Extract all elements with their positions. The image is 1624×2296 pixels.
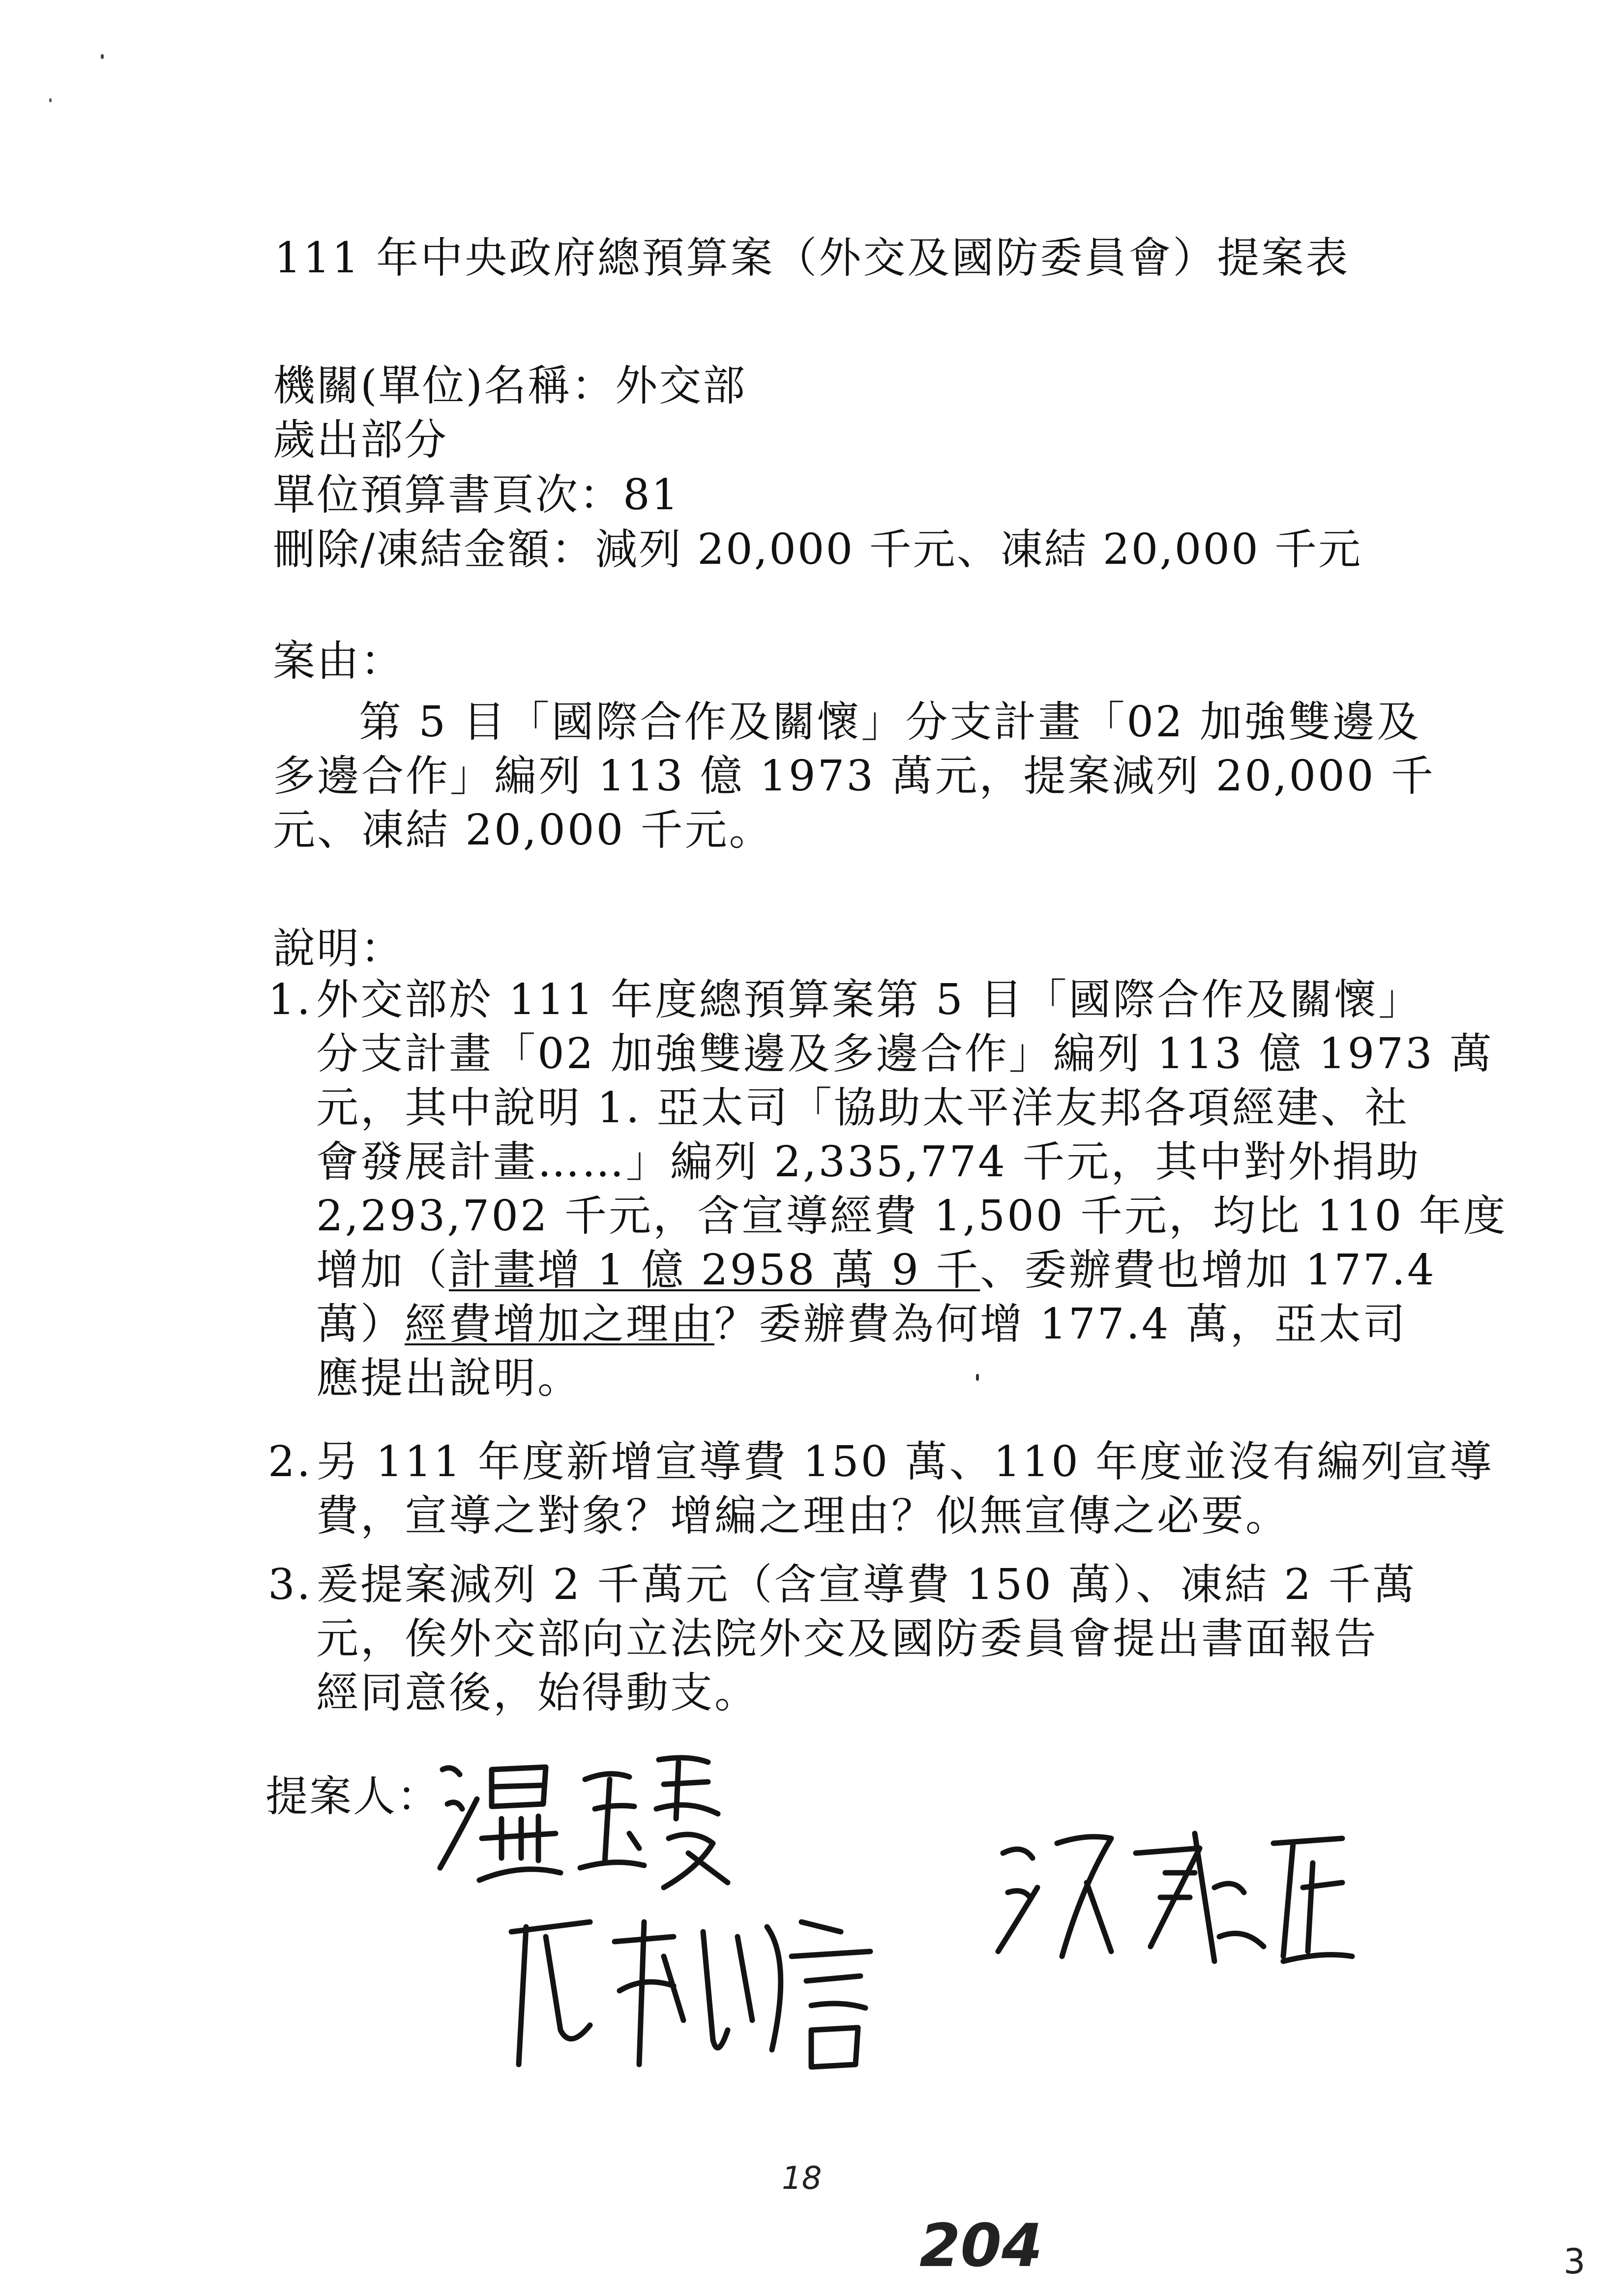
item-line: 增加（計畫增 1 億 2958 萬 9 千、委辦費也增加 177.4	[316, 1246, 1436, 1295]
item-line: 會發展計畫……」編列 2,335,774 千元，其中對外捐助	[316, 1137, 1421, 1187]
item-line: 元，其中說明 1. 亞太司「協助太平洋友邦各項經建、社	[316, 1083, 1409, 1133]
proposer-label: 提案人：	[266, 1772, 441, 1821]
scan-speck	[101, 54, 104, 59]
underlined-text: 經費增加之理由	[405, 1300, 714, 1349]
reason-line: 第 5 目「國際合作及關懷」分支計畫「02 加強雙邊及	[359, 698, 1421, 747]
signature-3	[988, 1814, 1362, 1971]
item-line: 經同意後，始得動支。	[316, 1668, 759, 1717]
budget-page-ref: 單位預算書頁次：81	[273, 470, 680, 520]
scan-speck	[976, 1374, 979, 1381]
item-line: 元，俟外交部向立法院外交及國防委員會提出書面報告	[316, 1614, 1378, 1663]
item-line: 萬）經費增加之理由？委辦費為何增 177.4 萬，亞太司	[316, 1300, 1407, 1349]
budget-section: 歲出部分	[273, 415, 448, 465]
corner-page-number: 3	[1564, 2241, 1586, 2282]
item-number: 2.	[268, 1437, 313, 1486]
cut-freeze-amount: 刪除/凍結金額：減列 20,000 千元、凍結 20,000 千元	[273, 525, 1362, 574]
handwritten-page-number: 204	[919, 2212, 1043, 2280]
reason-heading: 案由：	[273, 637, 404, 686]
item-line: 爰提案減列 2 千萬元（含宣導費 150 萬）、凍結 2 千萬	[316, 1560, 1417, 1609]
agency-name: 機關(單位)名稱：外交部	[273, 361, 747, 410]
item-line: 費，宣導之對象？增編之理由？似無宣傳之必要。	[316, 1491, 1290, 1540]
item-line: 外交部於 111 年度總預算案第 5 目「國際合作及關懷」	[316, 975, 1423, 1024]
signature-1	[433, 1740, 738, 1907]
item-line: 另 111 年度新增宣導費 150 萬、110 年度並沒有編列宣導	[316, 1437, 1494, 1486]
handwritten-page-number: 18	[782, 2160, 822, 2197]
document-title: 111 年中央政府總預算案（外交及國防委員會）提案表	[274, 233, 1350, 283]
reason-line: 多邊合作」編列 113 億 1973 萬元，提案減列 20,000 千	[273, 752, 1435, 801]
reason-line: 元、凍結 20,000 千元。	[273, 806, 773, 855]
item-number: 1.	[268, 975, 313, 1024]
scan-speck	[49, 98, 52, 102]
signature-2	[497, 1902, 900, 2089]
item-number: 3.	[268, 1560, 313, 1609]
item-line: 應提出說明。	[316, 1354, 582, 1403]
explanation-heading: 說明：	[273, 924, 404, 973]
item-line: 2,293,702 千元，含宣導經費 1,500 千元，均比 110 年度	[316, 1192, 1507, 1241]
item-line: 分支計畫「02 加強雙邊及多邊合作」編列 113 億 1973 萬	[316, 1029, 1494, 1078]
underlined-text: 計畫增 1 億 2958 萬 9 千	[449, 1246, 980, 1295]
